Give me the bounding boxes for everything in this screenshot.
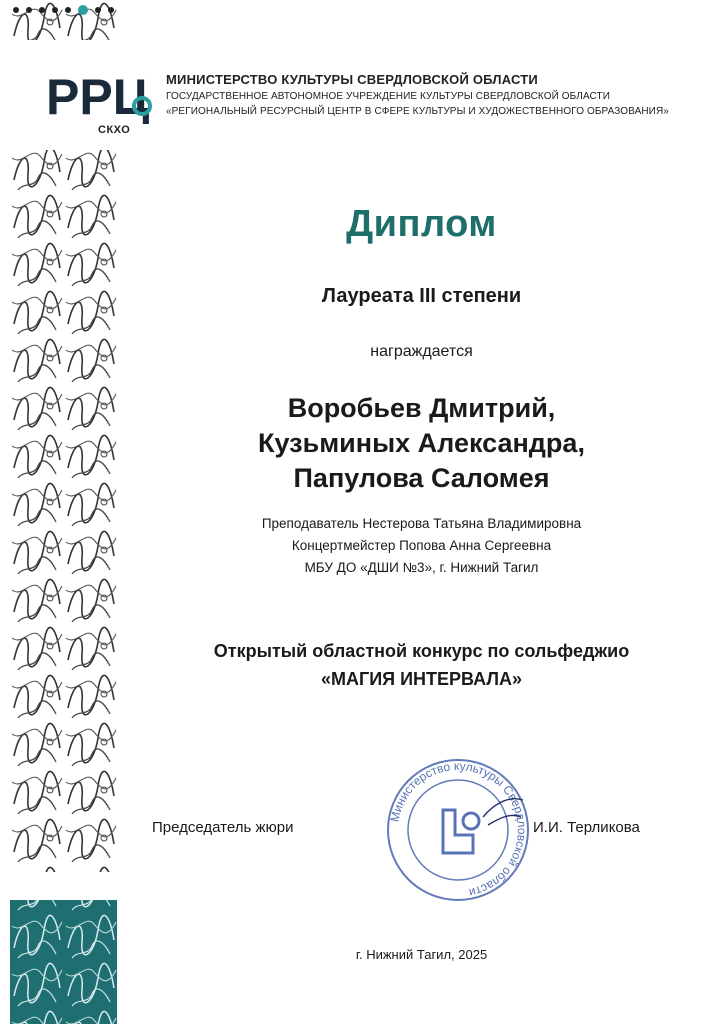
decorative-side-strip	[10, 0, 117, 1024]
recipient-names	[120, 391, 723, 496]
header	[166, 72, 706, 117]
logo-caption: СКХО	[98, 124, 131, 136]
recipient-name: Папулова Саломея	[293, 463, 550, 493]
contest-name	[120, 637, 723, 693]
institution-line-1: ГОСУДАРСТВЕННОЕ АВТОНОМНОЕ УЧРЕЖДЕНИЕ КУЛЬТУРЫ СВЕРДЛОВСКОЙ ОБЛАСТИ	[166, 91, 610, 102]
official-stamp-icon	[383, 755, 533, 905]
recipient-name: Кузьминых Александра,	[258, 428, 585, 458]
institution-line-2: «РЕГИОНАЛЬНЫЙ РЕСУРСНЫЙ ЦЕНТР В СФЕРЕ КУЛЬТУРЫ И ХУДОЖЕСТВЕННОГО ОБРАЗОВАНИЯ»	[166, 106, 669, 117]
awarded-text: награждается	[370, 343, 473, 360]
participant-info	[120, 513, 723, 579]
school-line: МБУ ДО «ДШИ №3», г. Нижний Тагил	[304, 560, 539, 575]
teacher-line: Преподаватель Нестерова Татьяна Владимировна	[261, 516, 582, 531]
place-and-year: г. Нижний Тагил, 2025	[355, 947, 488, 962]
ministry-name: МИНИСТЕРСТВО КУЛЬТУРЫ СВЕРДЛОВСКОЙ ОБЛАСТИ	[166, 72, 538, 87]
calligraphy-pattern	[10, 0, 117, 1024]
contest-line-1: Открытый областной конкурс по сольфеджио	[213, 641, 630, 661]
recipient-name: Воробьев Дмитрий,	[287, 393, 556, 423]
dots-row	[10, 0, 117, 20]
logo-letters: РРЦ	[46, 69, 150, 125]
jury-chair-label: Председатель жюри	[152, 819, 294, 836]
contest-line-2: «МАГИЯ ИНТЕРВАЛА»	[321, 669, 522, 689]
jury-chair-name: И.И. Терликова	[533, 819, 640, 836]
laureate-degree: Лауреата III степени	[321, 285, 522, 307]
diploma-title: Диплом	[346, 203, 497, 245]
stamp-text: Министерство культуры Свердловской области	[387, 758, 530, 900]
accompanist-line: Концертмейстер Попова Анна Сергеевна	[291, 538, 552, 553]
